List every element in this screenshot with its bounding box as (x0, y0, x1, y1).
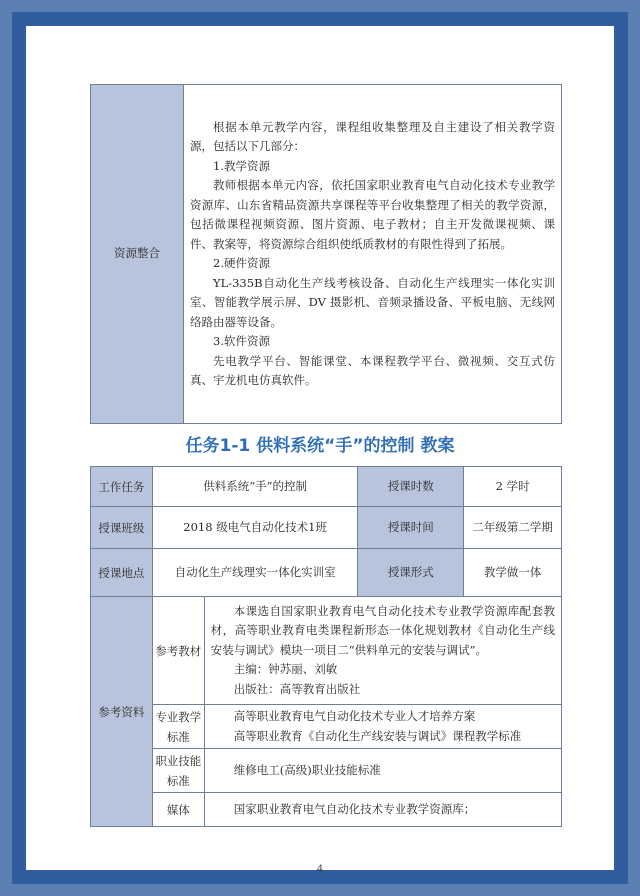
row-value: 二年级第二学期 (464, 507, 562, 549)
table-row (91, 507, 562, 549)
resource-heading-3: 3.软件资源 (213, 334, 270, 348)
ref-line: 高等职业教育《自动化生产线安装与调试》课程教学标准 (233, 728, 522, 743)
ref-label: 参考资料 (91, 597, 153, 827)
resource-heading-2: 2.硬件资源 (213, 256, 270, 270)
ref-sub-label: 专业教学标准 (152, 705, 204, 749)
table-row (91, 549, 562, 597)
table-row (91, 793, 562, 827)
resource-text-1: 教师根据本单元内容，依托国家职业教育电气自动化技术专业教学资源库、山东省精品资源共享课程等平台收集整理了相关的教学资源，包括微课程视频资源、图片资源、电子教材；自主开发微课视频、课件、教案等，将资源综合组织使纸质教材的有限性得到了拓展。 (190, 178, 555, 251)
row-value: 教学做一体 (464, 549, 562, 597)
row-value: 2018 级电气自动化技术1班 (152, 507, 358, 549)
row-value: 2 学时 (464, 467, 562, 507)
ref-sub-label: 参考教材 (152, 597, 204, 705)
ref-sub-label: 媒体 (152, 793, 204, 827)
document-page (26, 26, 614, 875)
row-value: 自动化生产线理实一体化实训室 (152, 549, 358, 597)
ref-content (204, 597, 561, 705)
table-row (91, 597, 562, 705)
resource-heading-1: 1.教学资源 (213, 158, 270, 173)
section-title: 任务1-1 供料系统“手”的控制 教案 (185, 436, 455, 456)
row-value: 供料系统“手”的控制 (152, 467, 358, 507)
resource-text-2: YL-335B自动化生产线考核设备、自动化生产线理实一体化实训室、智能教学展示屏、DV 摄影机、音频录播设备、平板电脑、无线网络路由器等设备。 (190, 275, 555, 329)
resource-text-3: 先电教学平台、智能课堂、本课程教学平台、微视频、交互式仿真、宇龙机电仿真软件。 (190, 353, 555, 387)
ref-content (204, 705, 561, 749)
row-label: 授课地点 (91, 549, 153, 597)
ref-line: 高等职业教育电气自动化技术专业人才培养方案 (233, 709, 476, 723)
resource-content (184, 85, 562, 424)
row-label: 授课班级 (91, 507, 153, 549)
resource-table (90, 84, 562, 424)
table-row (91, 749, 562, 793)
row-label: 授课时间 (358, 507, 464, 549)
ref-content (204, 793, 561, 827)
resource-intro: 根据本单元教学内容，课程组收集整理及自主建设了相关教学资源，包括以下几部分： (190, 119, 555, 153)
ref-sub-label: 职业技能标准 (152, 749, 204, 793)
lesson-info-table (90, 466, 562, 827)
ref-line: 本课选自国家职业教育电气自动化技术专业教学资源库配套教材，高等职业教育电类课程新形态一体化规划教材《自动化生产线安装与调试》模块一项目二“供料单元的安装与调试”。 (210, 603, 555, 657)
ref-line: 维修电工(高级)职业技能标准 (233, 762, 381, 777)
resource-label: 资源整合 (91, 85, 184, 424)
page-number: 4 (316, 864, 324, 875)
row-label: 授课形式 (358, 549, 464, 597)
row-label: 工作任务 (91, 467, 153, 507)
table-row (91, 467, 562, 507)
ref-line: 出版社：高等教育出版社 (233, 681, 361, 696)
ref-content (204, 749, 561, 793)
ref-line: 国家职业教育电气自动化技术专业教学资源库； (233, 801, 476, 816)
table-row (91, 705, 562, 749)
ref-line: 主编：钟苏丽、刘敏 (233, 662, 338, 677)
row-label: 授课时数 (358, 467, 464, 507)
